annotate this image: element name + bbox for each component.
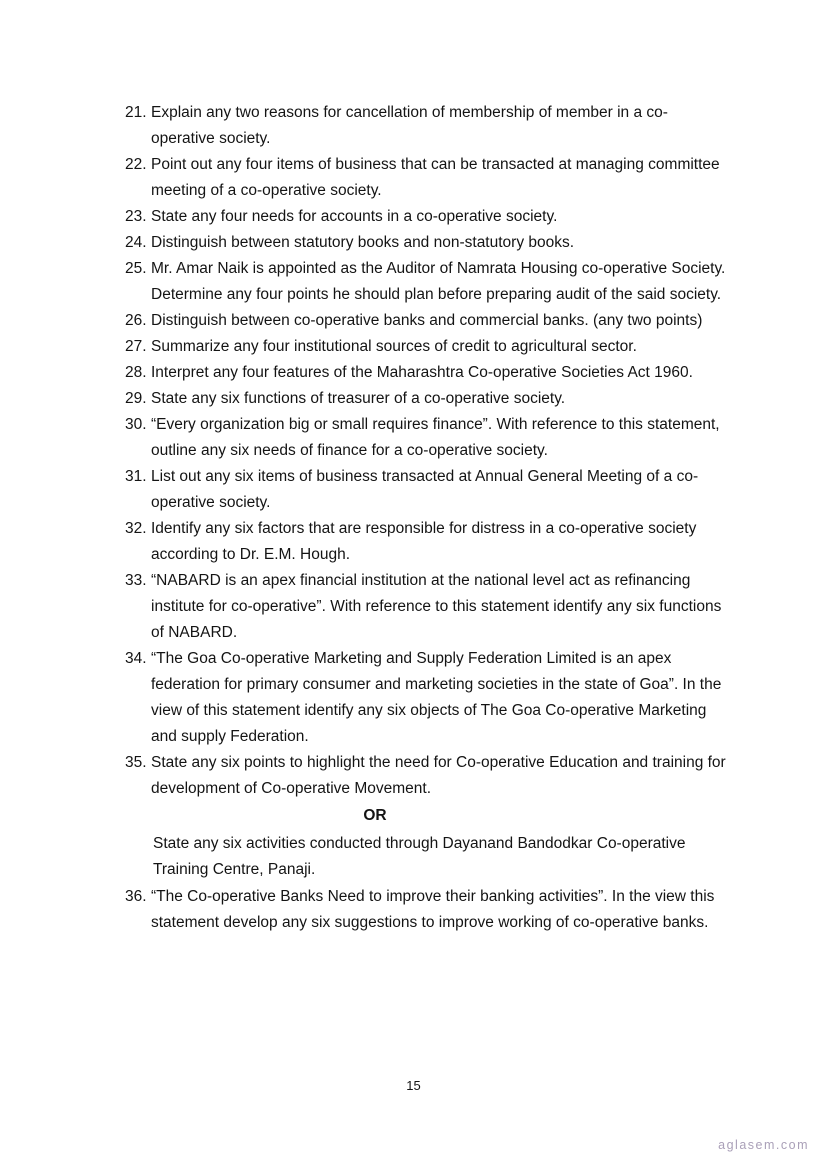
question-number: 23.: [125, 208, 147, 225]
question-item: [125, 100, 729, 152]
question-item: [125, 646, 729, 750]
question-number: 30.: [125, 416, 147, 433]
question-number: 22.: [125, 156, 147, 173]
question-text: Summarize any four institutional sources of credit to agricultural sector.: [151, 338, 637, 355]
question-text: Identify any six factors that are responsible for distress in a co-operative society according to Dr. E.M. Hough.: [151, 520, 697, 563]
question-number: 29.: [125, 390, 147, 407]
question-item: [125, 750, 729, 802]
question-item: [125, 412, 729, 464]
question-item: [125, 204, 729, 230]
question-text: Distinguish between co-operative banks and commercial banks. (any two points): [151, 312, 703, 329]
question-number: 35.: [125, 754, 147, 771]
question-item: [125, 516, 729, 568]
question-item: [125, 230, 729, 256]
question-text: “NABARD is an apex financial institution at the national level act as refinancing institute for co-operative”. With reference to this statement identify any six functions of NABARD.: [151, 572, 722, 641]
question-text: List out any six items of business transacted at Annual General Meeting of a co-operative society.: [151, 468, 699, 511]
alternative-question-text: State any six activities conducted through Dayanand Bandodkar Co-operative Training Centre, Panaji.: [153, 835, 686, 878]
question-list: [125, 100, 729, 936]
or-separator: OR: [363, 807, 387, 824]
question-text: Mr. Amar Naik is appointed as the Auditor of Namrata Housing co-operative Society. Determine any four points he should plan before preparing audit of the said society.: [151, 260, 726, 303]
question-text: State any six functions of treasurer of a co-operative society.: [151, 390, 566, 407]
question-item: [125, 334, 729, 360]
question-item: [125, 256, 729, 308]
question-text: Distinguish between statutory books and non-statutory books.: [151, 234, 575, 251]
question-number: 36.: [125, 888, 147, 905]
question-item: [125, 308, 729, 334]
question-number: 33.: [125, 572, 147, 589]
question-number: 32.: [125, 520, 147, 537]
question-number: 27.: [125, 338, 147, 355]
question-number: 21.: [125, 104, 147, 121]
question-text: Point out any four items of business that can be transacted at managing committee meeting of a co-operative society.: [151, 156, 720, 199]
question-number: 24.: [125, 234, 147, 251]
question-item: [125, 568, 729, 646]
question-item: [125, 152, 729, 204]
question-item: [125, 884, 729, 936]
question-number: 25.: [125, 260, 147, 277]
question-number: 31.: [125, 468, 147, 485]
question-text: State any six points to highlight the need for Co-operative Education and training for development of Co-operative Movement.: [151, 754, 726, 797]
question-item: [125, 360, 729, 386]
question-number: 28.: [125, 364, 147, 381]
question-number: 26.: [125, 312, 147, 329]
watermark: aglasem.com: [718, 1138, 809, 1152]
question-text: “Every organization big or small requires finance”. With reference to this statement, outline any six needs of finance for a co-operative society.: [151, 416, 720, 459]
page-number: 15: [406, 1078, 421, 1093]
question-number: 34.: [125, 650, 147, 667]
question-text: Interpret any four features of the Maharashtra Co-operative Societies Act 1960.: [151, 364, 693, 381]
question-item: [125, 386, 729, 412]
question-text: “The Goa Co-operative Marketing and Supply Federation Limited is an apex federation for primary consumer and marketing societies in the state of Goa”. In the view of this statement identify any six objects of The Goa Co-operative Marketing and supply Federation.: [151, 650, 722, 745]
question-text: “The Co-operative Banks Need to improve their banking activities”. In the view this statement develop any six suggestions to improve working of co-operative banks.: [151, 888, 715, 931]
question-item: [125, 464, 729, 516]
question-text: Explain any two reasons for cancellation of membership of member in a co-operative society.: [151, 104, 668, 147]
question-text: State any four needs for accounts in a co-operative society.: [151, 208, 558, 225]
